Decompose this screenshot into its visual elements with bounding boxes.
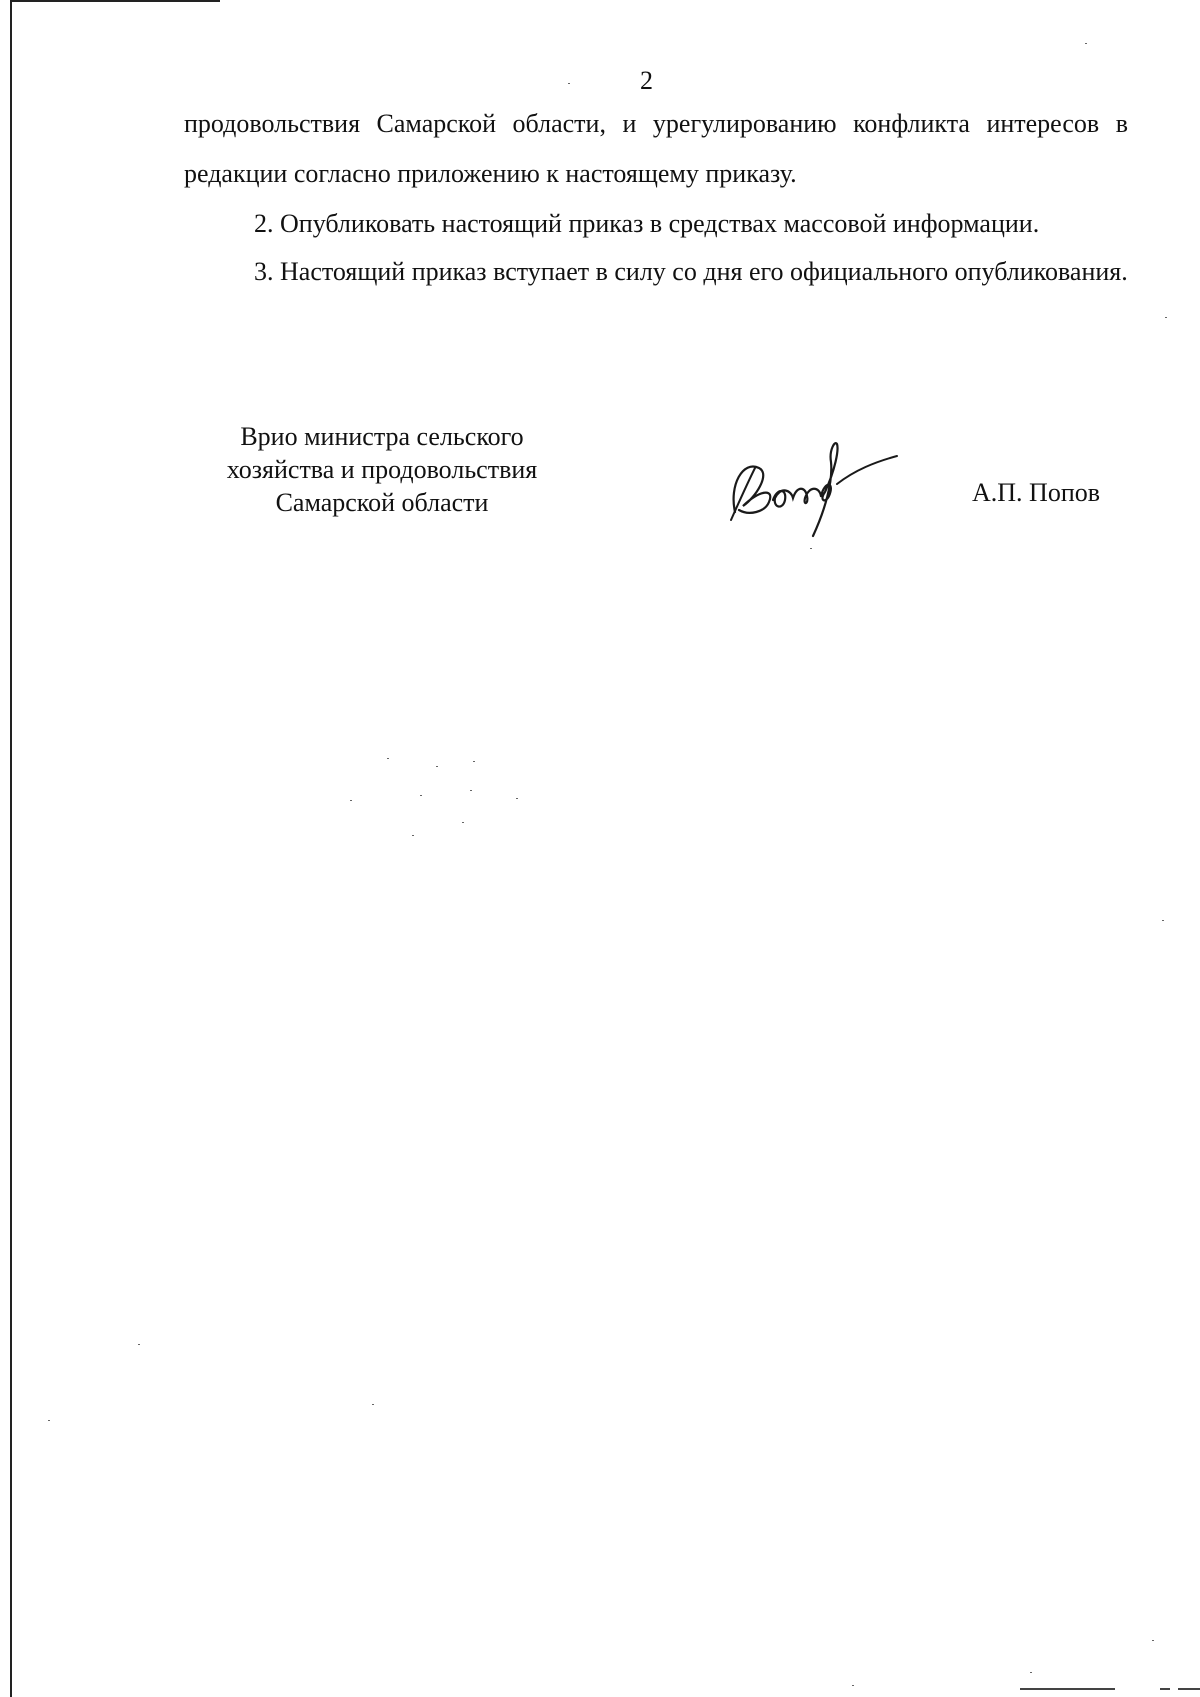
scan-speck — [470, 790, 472, 791]
signatory-title-line: хозяйства и продовольствия — [226, 455, 538, 484]
scan-speck — [473, 761, 475, 762]
scan-speck — [412, 835, 414, 836]
signatory-name: А.П. Попов — [972, 478, 1101, 507]
scan-edge-bottom — [1020, 1688, 1115, 1690]
scan-speck — [436, 766, 438, 767]
scan-speck — [568, 83, 570, 84]
scan-speck — [1152, 1640, 1154, 1641]
scan-speck — [810, 548, 812, 549]
scan-edge-bottom — [1160, 1688, 1170, 1690]
scan-edge-top — [10, 0, 220, 2]
scan-speck — [138, 1344, 140, 1345]
signatory-title — [182, 420, 582, 519]
paragraph-item-2: 2. Опубликовать настоящий приказ в средствах массовой информации. — [254, 209, 1040, 238]
scan-speck — [350, 800, 352, 801]
scan-speck — [1162, 920, 1164, 921]
scan-speck — [852, 1685, 854, 1686]
scan-speck — [462, 822, 464, 823]
scan-speck — [420, 795, 422, 796]
scan-speck — [516, 798, 518, 799]
scan-speck — [1085, 43, 1087, 44]
scan-speck — [48, 1420, 50, 1421]
signatory-title-line: Самарской области — [275, 488, 489, 517]
signatory-title-line: Врио министра сельского — [240, 422, 524, 451]
scan-speck — [1030, 1672, 1032, 1673]
paragraph-continuation: продовольствия Самарской области, и урегулированию конфликта интересов в редакции согласно приложению к настоящему приказу. — [184, 109, 1128, 188]
page-number: 2 — [640, 66, 653, 95]
scan-speck — [1165, 317, 1167, 318]
handwritten-signature — [725, 440, 905, 540]
scan-speck — [372, 1404, 374, 1405]
scan-edge-bottom — [1178, 1688, 1200, 1690]
scan-edge-left — [10, 0, 12, 1697]
scan-speck — [387, 758, 389, 759]
paragraph-item-3: 3. Настоящий приказ вступает в силу со дня его официального опубликования. — [254, 257, 1128, 286]
